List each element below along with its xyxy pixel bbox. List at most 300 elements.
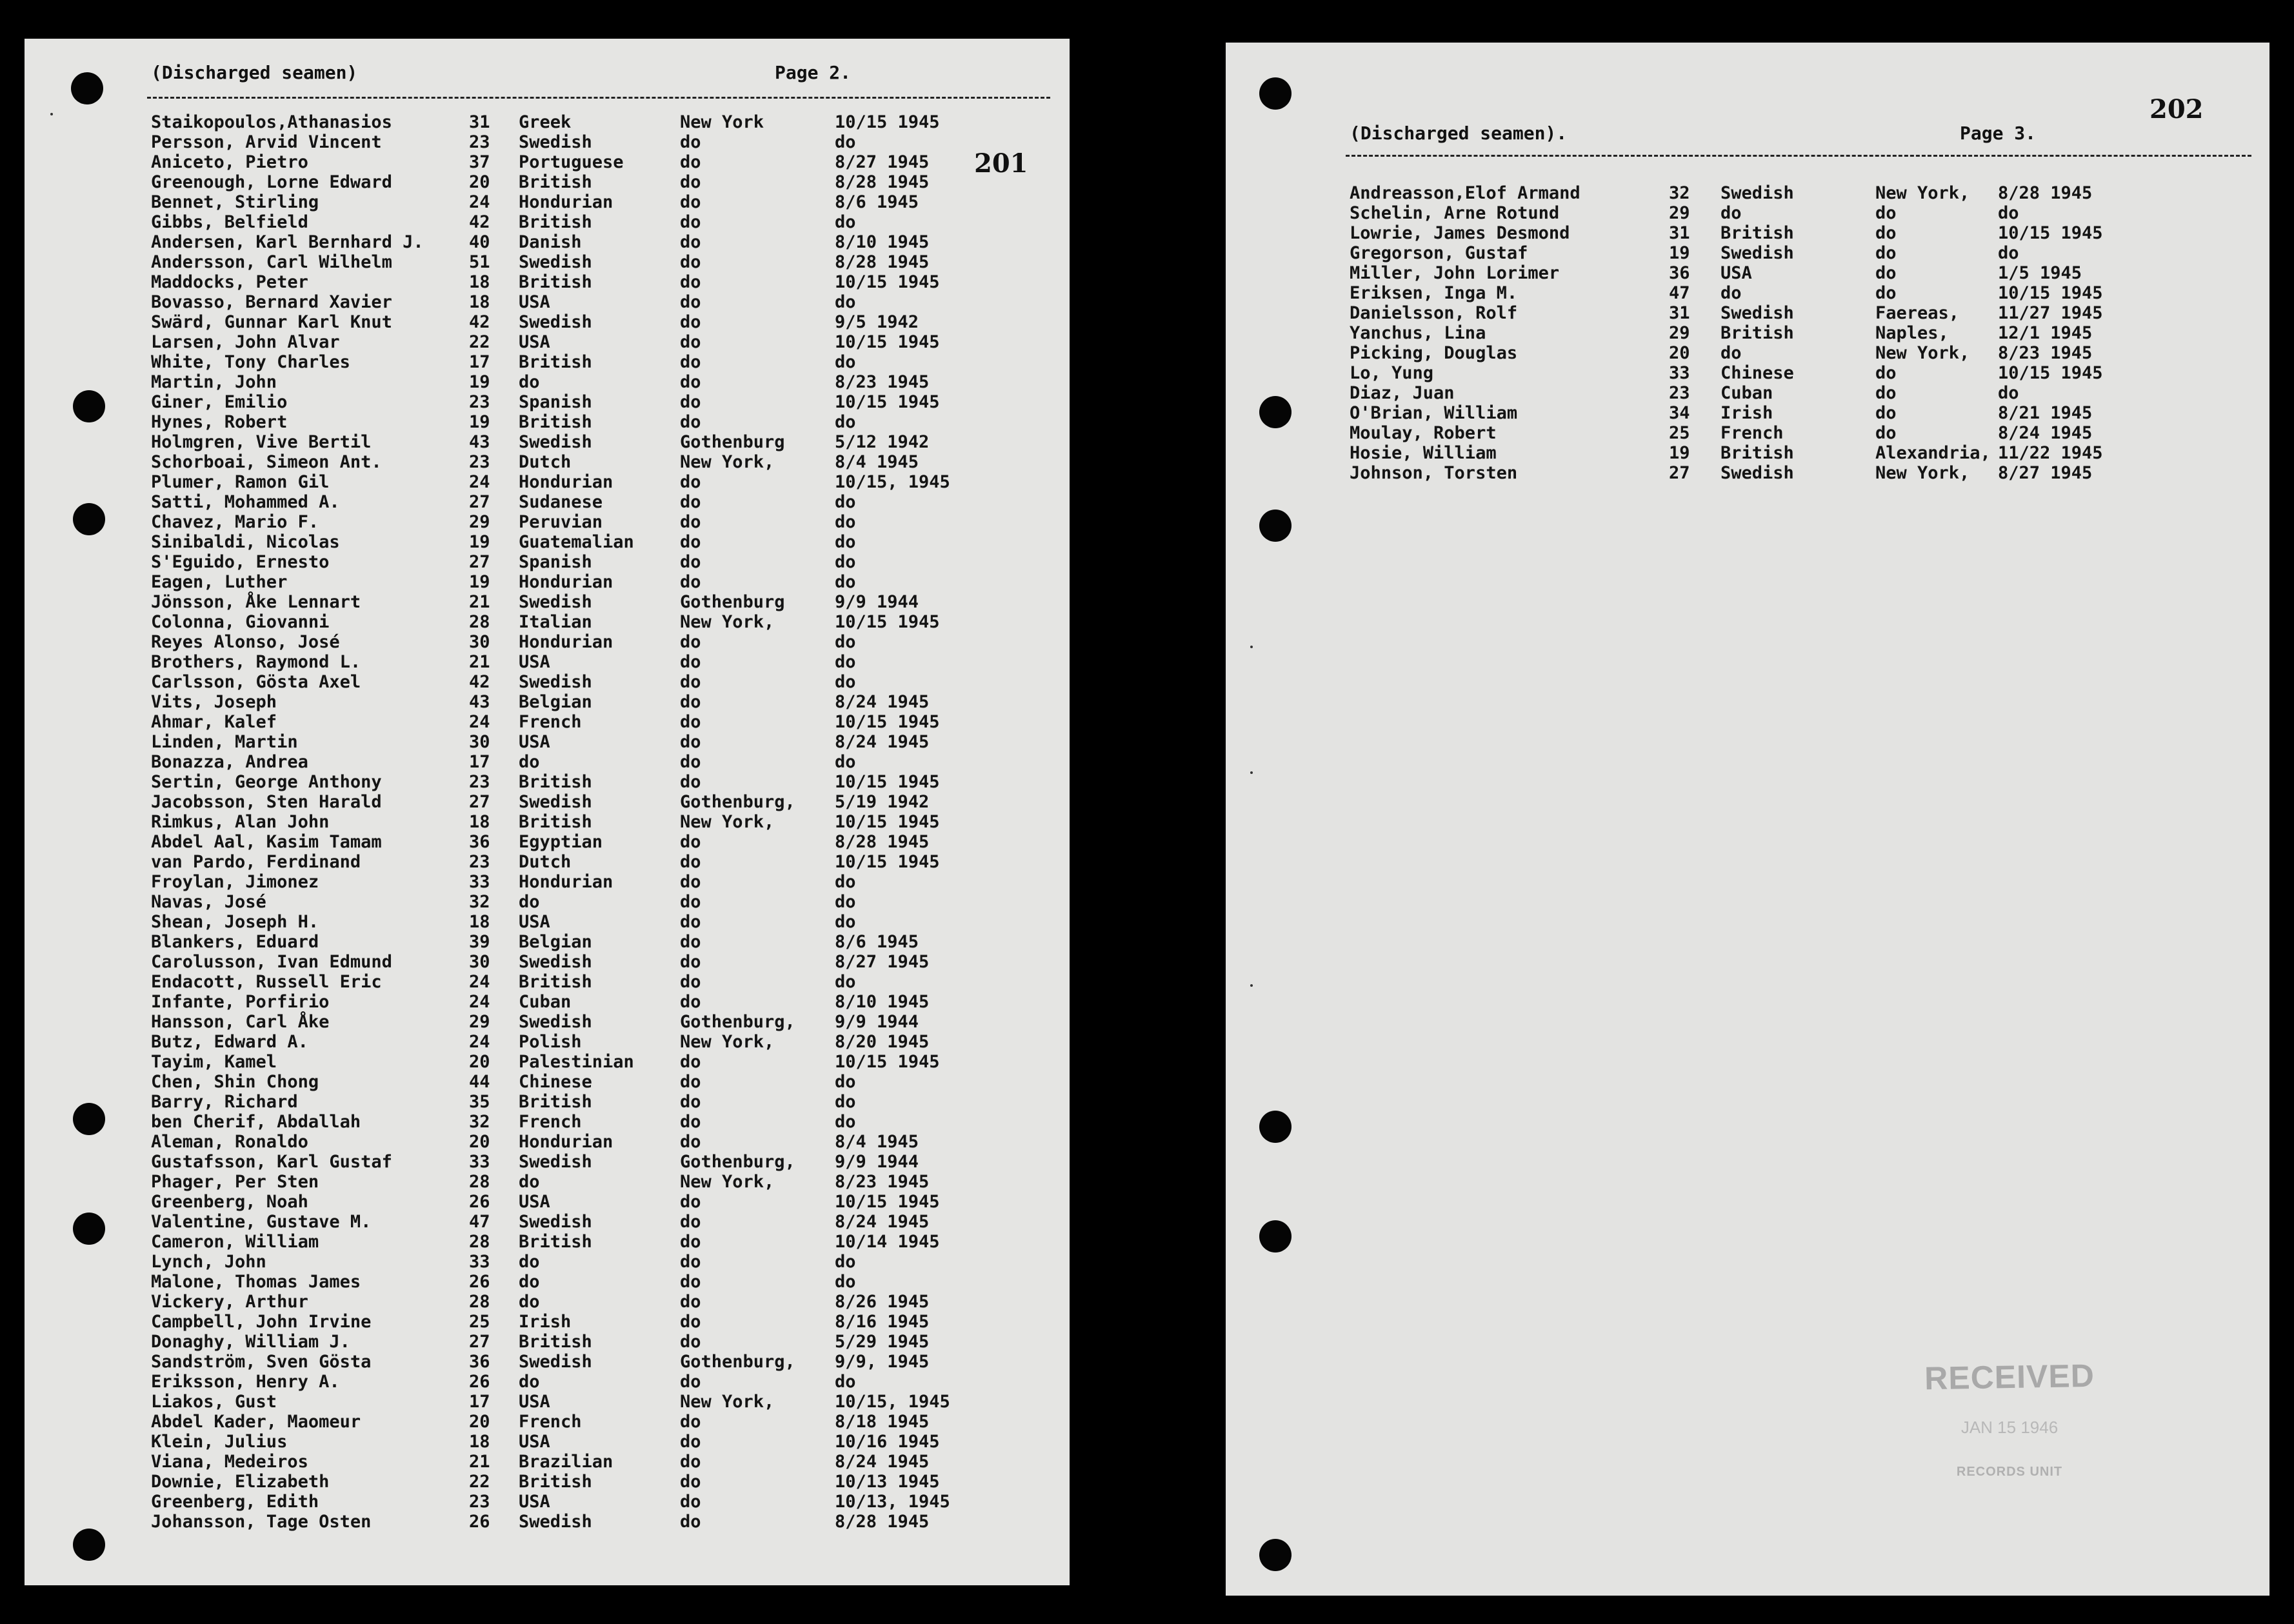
seaman-age: 21 <box>469 592 490 612</box>
seaman-age: 29 <box>1669 323 1690 343</box>
discharge-port: do <box>1875 203 1897 223</box>
seaman-nationality: Greek <box>519 112 572 132</box>
punch-hole <box>73 1213 105 1245</box>
seaman-nationality: British <box>519 1472 592 1492</box>
seaman-nationality: Cuban <box>519 992 572 1012</box>
discharge-date: 9/9 1944 <box>835 592 919 612</box>
list-item <box>151 432 990 452</box>
discharge-port: do <box>680 1192 701 1212</box>
seamen-list <box>151 112 990 1532</box>
list-item <box>151 672 990 692</box>
seaman-name: Holmgren, Vive Bertil <box>151 432 372 452</box>
list-item <box>1350 423 2227 443</box>
punch-hole <box>1259 396 1292 428</box>
discharge-port: do <box>680 1312 701 1332</box>
discharge-date: do <box>835 412 856 432</box>
seaman-nationality: Danish <box>519 232 582 252</box>
discharge-port: do <box>680 412 701 432</box>
discharge-date: 10/14 1945 <box>835 1232 940 1252</box>
discharge-port: do <box>680 172 701 192</box>
punch-hole <box>1259 510 1292 542</box>
list-item <box>151 1392 990 1412</box>
seaman-name: Viana, Medeiros <box>151 1452 308 1472</box>
discharge-port: do <box>680 1252 701 1272</box>
discharge-date: 10/15 1945 <box>1998 283 2103 303</box>
seaman-nationality: British <box>519 1232 592 1252</box>
seaman-name: Tayim, Kamel <box>151 1052 277 1072</box>
list-item <box>151 312 990 332</box>
seaman-name: S'Eguido, Ernesto <box>151 552 330 572</box>
list-item <box>151 692 990 712</box>
discharge-date: 10/15 1945 <box>835 112 940 132</box>
seaman-age: 23 <box>469 452 490 472</box>
discharge-port: do <box>680 332 701 352</box>
seaman-nationality: do <box>519 1252 540 1272</box>
discharge-date: do <box>835 1252 856 1272</box>
discharge-port: do <box>680 472 701 492</box>
seaman-nationality: Hondurian <box>519 1132 613 1152</box>
list-item <box>151 1372 990 1392</box>
list-item <box>151 1292 990 1312</box>
seaman-name: Miller, John Lorimer <box>1350 263 1560 283</box>
list-item <box>151 712 990 732</box>
list-item <box>1350 463 2227 483</box>
seaman-age: 18 <box>469 272 490 292</box>
list-item <box>151 792 990 812</box>
seaman-name: Gibbs, Belfield <box>151 212 308 232</box>
seaman-name: Abdel Kader, Maomeur <box>151 1412 361 1432</box>
seaman-name: Hynes, Robert <box>151 412 288 432</box>
seaman-name: Eriksen, Inga M. <box>1350 283 1518 303</box>
discharge-port: do <box>1875 263 1897 283</box>
list-item <box>151 1512 990 1532</box>
list-item <box>151 972 990 992</box>
seaman-age: 27 <box>469 792 490 812</box>
list-item <box>151 772 990 792</box>
discharge-date: 8/28 1945 <box>835 1512 930 1532</box>
seaman-age: 24 <box>469 992 490 1012</box>
seaman-age: 47 <box>1669 283 1690 303</box>
list-item <box>151 492 990 512</box>
seaman-age: 36 <box>469 832 490 852</box>
seaman-age: 27 <box>469 552 490 572</box>
received-stamp <box>1903 1358 2116 1480</box>
discharge-date: 10/15 1945 <box>1998 223 2103 243</box>
discharge-port: do <box>680 1412 701 1432</box>
seaman-name: O'Brian, William <box>1350 403 1518 423</box>
discharge-date: do <box>835 872 856 892</box>
discharge-date: 10/16 1945 <box>835 1432 940 1452</box>
seaman-age: 42 <box>469 312 490 332</box>
seaman-nationality: USA <box>519 1432 550 1452</box>
discharge-date: 8/28 1945 <box>835 832 930 852</box>
seaman-age: 31 <box>1669 223 1690 243</box>
seaman-name: Picking, Douglas <box>1350 343 1518 363</box>
list-item <box>151 592 990 612</box>
seaman-age: 31 <box>1669 303 1690 323</box>
seaman-nationality: Irish <box>519 1312 572 1332</box>
seaman-age: 23 <box>469 1492 490 1512</box>
discharge-port: do <box>680 1472 701 1492</box>
seaman-nationality: British <box>519 772 592 792</box>
discharge-port: do <box>680 892 701 912</box>
seaman-nationality: Belgian <box>519 932 592 952</box>
discharge-date: 8/28 1945 <box>1998 183 2093 203</box>
seaman-nationality: Swedish <box>1720 183 1794 203</box>
seaman-nationality: Spanish <box>519 392 592 412</box>
seaman-age: 26 <box>469 1372 490 1392</box>
discharge-port: New York <box>680 112 764 132</box>
discharge-date: 10/15 1945 <box>835 1052 940 1072</box>
seaman-name: Gustafsson, Karl Gustaf <box>151 1152 392 1172</box>
seaman-nationality: USA <box>519 912 550 932</box>
discharge-date: 8/16 1945 <box>835 1312 930 1332</box>
seaman-name: Sinibaldi, Nicolas <box>151 532 340 552</box>
list-item <box>151 272 990 292</box>
seaman-age: 17 <box>469 752 490 772</box>
discharge-date: 10/15 1945 <box>835 272 940 292</box>
list-item <box>151 332 990 352</box>
discharge-date: do <box>835 912 856 932</box>
discharge-port: do <box>680 652 701 672</box>
stamp-unit: RECORDS UNIT <box>1956 1465 2063 1479</box>
seaman-name: Butz, Edward A. <box>151 1032 308 1052</box>
list-item <box>1350 283 2227 303</box>
list-item <box>151 1092 990 1112</box>
seaman-nationality: Swedish <box>519 1012 592 1032</box>
discharge-port: do <box>680 232 701 252</box>
discharge-date: do <box>1998 243 2019 263</box>
seaman-nationality: USA <box>519 652 550 672</box>
seaman-name: Eagen, Luther <box>151 572 288 592</box>
seaman-age: 19 <box>1669 243 1690 263</box>
discharge-port: do <box>680 1272 701 1292</box>
seaman-nationality: Hondurian <box>519 472 613 492</box>
list-item <box>151 1432 990 1452</box>
seaman-name: Sertin, George Anthony <box>151 772 382 792</box>
list-item <box>151 1212 990 1232</box>
seaman-nationality: Egyptian <box>519 832 603 852</box>
seaman-name: Endacott, Russell Eric <box>151 972 382 992</box>
seaman-nationality: Hondurian <box>519 572 613 592</box>
seaman-name: Navas, José <box>151 892 266 912</box>
seaman-nationality: USA <box>519 1392 550 1412</box>
punch-hole <box>73 390 105 422</box>
discharge-date: do <box>835 752 856 772</box>
seaman-name: Johnson, Torsten <box>1350 463 1518 483</box>
seaman-age: 28 <box>469 1172 490 1192</box>
discharge-port: New York, <box>680 452 775 472</box>
seaman-name: Blankers, Eduard <box>151 932 319 952</box>
seaman-nationality: Hondurian <box>519 192 613 212</box>
seaman-nationality: British <box>519 352 592 372</box>
seaman-nationality: French <box>1720 423 1784 443</box>
list-item <box>151 852 990 872</box>
seaman-name: Diaz, Juan <box>1350 383 1455 403</box>
seaman-nationality: Irish <box>1720 403 1773 423</box>
seaman-name: Aniceto, Pietro <box>151 152 308 172</box>
seaman-name: Greenberg, Noah <box>151 1192 308 1212</box>
seaman-name: Carolusson, Ivan Edmund <box>151 952 392 972</box>
discharge-port: do <box>680 192 701 212</box>
discharge-date: 8/4 1945 <box>835 452 919 472</box>
margin-mark <box>50 113 53 115</box>
list-item <box>1350 303 2227 323</box>
seaman-nationality: Portuguese <box>519 152 624 172</box>
discharge-port: do <box>1875 403 1897 423</box>
seaman-name: White, Tony Charles <box>151 352 350 372</box>
discharge-port: Alexandria, <box>1875 443 1991 463</box>
seaman-name: Greenough, Lorne Edward <box>151 172 392 192</box>
discharge-date: 8/21 1945 <box>1998 403 2093 423</box>
discharge-date: 10/15, 1945 <box>835 472 950 492</box>
discharge-port: New York, <box>680 1032 775 1052</box>
discharge-port: do <box>680 1052 701 1072</box>
seaman-name: Cameron, William <box>151 1232 319 1252</box>
seaman-age: 21 <box>469 1452 490 1472</box>
discharge-port: Gothenburg <box>680 592 785 612</box>
seaman-age: 19 <box>469 572 490 592</box>
seaman-name: Rimkus, Alan John <box>151 812 330 832</box>
list-item <box>151 452 990 472</box>
discharge-port: do <box>680 752 701 772</box>
discharge-date: 10/15 1945 <box>835 852 940 872</box>
punch-hole <box>73 1103 105 1135</box>
header-divider <box>147 97 1050 99</box>
discharge-date: 11/22 1945 <box>1998 443 2103 463</box>
discharge-port: do <box>680 912 701 932</box>
discharge-port: do <box>680 372 701 392</box>
seaman-name: Schelin, Arne Rotund <box>1350 203 1560 223</box>
discharge-date: do <box>835 292 856 312</box>
seaman-nationality: Cuban <box>1720 383 1773 403</box>
discharge-date: do <box>835 492 856 512</box>
seaman-age: 29 <box>1669 203 1690 223</box>
discharge-date: 5/12 1942 <box>835 432 930 452</box>
discharge-date: 10/15 1945 <box>835 812 940 832</box>
discharge-port: Faereas, <box>1875 303 1960 323</box>
seaman-nationality: Brazilian <box>519 1452 613 1472</box>
discharge-date: 8/18 1945 <box>835 1412 930 1432</box>
discharge-date: 8/24 1945 <box>835 1212 930 1232</box>
seaman-age: 30 <box>469 732 490 752</box>
seaman-age: 31 <box>469 112 490 132</box>
discharge-date: 10/15 1945 <box>835 392 940 412</box>
seaman-nationality: USA <box>519 332 550 352</box>
seaman-name: Froylan, Jimonez <box>151 872 319 892</box>
seaman-age: 30 <box>469 632 490 652</box>
seaman-age: 35 <box>469 1092 490 1112</box>
seaman-nationality: Italian <box>519 612 592 632</box>
seaman-nationality: Spanish <box>519 552 592 572</box>
seaman-name: Hansson, Carl Åke <box>151 1012 330 1032</box>
discharge-port: do <box>680 492 701 512</box>
discharge-date: 10/13, 1945 <box>835 1492 950 1512</box>
seaman-age: 28 <box>469 1232 490 1252</box>
seaman-name: Downie, Elizabeth <box>151 1472 330 1492</box>
list-item <box>151 292 990 312</box>
discharge-port: do <box>680 532 701 552</box>
seaman-age: 33 <box>1669 363 1690 383</box>
seaman-nationality: Guatemalian <box>519 532 634 552</box>
seaman-age: 27 <box>469 1332 490 1352</box>
list-item <box>151 732 990 752</box>
list-item <box>151 212 990 232</box>
discharge-date: 10/15 1945 <box>835 772 940 792</box>
seaman-age: 25 <box>1669 423 1690 443</box>
seaman-age: 26 <box>469 1512 490 1532</box>
discharge-port: do <box>680 732 701 752</box>
discharge-date: do <box>835 512 856 532</box>
seaman-age: 20 <box>1669 343 1690 363</box>
seaman-nationality: Swedish <box>519 672 592 692</box>
seaman-nationality: French <box>519 1112 582 1132</box>
seaman-name: Abdel Aal, Kasim Tamam <box>151 832 382 852</box>
list-item <box>151 552 990 572</box>
discharge-port: do <box>680 1072 701 1092</box>
list-item <box>151 512 990 532</box>
discharge-port: New York, <box>680 812 775 832</box>
page-header-title: (Discharged seamen) <box>151 62 358 83</box>
discharge-date: 10/15 1945 <box>835 332 940 352</box>
discharge-port: do <box>680 352 701 372</box>
list-item <box>151 1452 990 1472</box>
discharge-port: do <box>680 1372 701 1392</box>
seaman-name: Reyes Alonso, José <box>151 632 340 652</box>
seaman-age: 32 <box>469 892 490 912</box>
list-item <box>1350 183 2227 203</box>
discharge-date: do <box>835 132 856 152</box>
list-item <box>151 132 990 152</box>
seamen-list <box>1350 183 2227 483</box>
discharge-date: do <box>1998 383 2019 403</box>
seaman-nationality: Swedish <box>1720 463 1794 483</box>
seaman-age: 23 <box>469 132 490 152</box>
discharge-date: 8/4 1945 <box>835 1132 919 1152</box>
list-item <box>151 572 990 592</box>
discharge-port: do <box>680 1512 701 1532</box>
seaman-name: van Pardo, Ferdinand <box>151 852 361 872</box>
discharge-port: do <box>680 1112 701 1132</box>
discharge-date: 1/5 1945 <box>1998 263 2082 283</box>
seaman-nationality: Palestinian <box>519 1052 634 1072</box>
list-item <box>151 1112 990 1132</box>
margin-mark <box>1250 771 1253 774</box>
seaman-name: Moulay, Robert <box>1350 423 1497 443</box>
seaman-age: 32 <box>1669 183 1690 203</box>
punch-hole <box>71 72 103 104</box>
seaman-nationality: Swedish <box>519 1212 592 1232</box>
seaman-nationality: do <box>519 372 540 392</box>
seaman-name: Andersson, Carl Wilhelm <box>151 252 392 272</box>
discharge-port: do <box>680 1432 701 1452</box>
list-item <box>1350 403 2227 423</box>
seaman-age: 27 <box>469 492 490 512</box>
punch-hole <box>1259 1220 1292 1253</box>
list-item <box>151 252 990 272</box>
discharge-port: Gothenburg, <box>680 792 795 812</box>
seaman-age: 43 <box>469 432 490 452</box>
seaman-name: Larsen, John Alvar <box>151 332 340 352</box>
seaman-name: Vickery, Arthur <box>151 1292 308 1312</box>
seaman-name: Maddocks, Peter <box>151 272 308 292</box>
seaman-age: 42 <box>469 672 490 692</box>
discharge-port: do <box>680 552 701 572</box>
seaman-name: Giner, Emilio <box>151 392 288 412</box>
seaman-name: Brothers, Raymond L. <box>151 652 361 672</box>
list-item <box>151 892 990 912</box>
list-item <box>151 612 990 632</box>
seaman-age: 36 <box>1669 263 1690 283</box>
seaman-age: 40 <box>469 232 490 252</box>
discharge-port: do <box>680 292 701 312</box>
discharge-port: do <box>680 1492 701 1512</box>
list-item <box>151 1252 990 1272</box>
list-item <box>151 172 990 192</box>
seaman-nationality: British <box>1720 443 1794 463</box>
seaman-age: 36 <box>469 1352 490 1372</box>
seaman-age: 23 <box>1669 383 1690 403</box>
seaman-age: 26 <box>469 1192 490 1212</box>
list-item <box>1350 363 2227 383</box>
seaman-nationality: Hondurian <box>519 872 613 892</box>
seaman-name: Lynch, John <box>151 1252 266 1272</box>
discharge-port: New York, <box>1875 183 1970 203</box>
list-item <box>1350 203 2227 223</box>
seaman-age: 19 <box>469 372 490 392</box>
seaman-age: 17 <box>469 1392 490 1412</box>
list-item <box>151 1492 990 1512</box>
discharge-port: do <box>680 132 701 152</box>
discharge-date: 8/28 1945 <box>835 172 930 192</box>
discharge-port: do <box>680 832 701 852</box>
discharge-port: do <box>680 1092 701 1112</box>
list-item <box>151 992 990 1012</box>
seaman-nationality: do <box>519 1172 540 1192</box>
discharge-port: do <box>1875 243 1897 263</box>
seaman-nationality: USA <box>519 732 550 752</box>
seaman-name: Martin, John <box>151 372 277 392</box>
list-item <box>151 472 990 492</box>
discharge-port: do <box>680 632 701 652</box>
list-item <box>151 1012 990 1032</box>
seaman-name: Bennet, Stirling <box>151 192 319 212</box>
discharge-date: 12/1 1945 <box>1998 323 2093 343</box>
discharge-port: do <box>680 872 701 892</box>
discharge-date: 8/26 1945 <box>835 1292 930 1312</box>
discharge-date: 8/24 1945 <box>1998 423 2093 443</box>
seaman-age: 20 <box>469 172 490 192</box>
seaman-nationality: do <box>1720 283 1742 303</box>
folio-number: 201 <box>974 148 1028 179</box>
stamp-date: JAN 15 1946 <box>1960 1418 2059 1437</box>
discharge-date: 10/15 1945 <box>835 712 940 732</box>
margin-mark <box>1250 984 1253 987</box>
seaman-name: Donaghy, William J. <box>151 1332 350 1352</box>
list-item <box>151 832 990 852</box>
seaman-age: 29 <box>469 512 490 532</box>
seaman-nationality: Swedish <box>519 792 592 812</box>
document-page-right <box>1226 43 2269 1596</box>
list-item <box>151 1352 990 1372</box>
list-item <box>151 1312 990 1332</box>
discharge-port: do <box>680 1292 701 1312</box>
seaman-name: Jönsson, Åke Lennart <box>151 592 361 612</box>
seaman-nationality: French <box>519 1412 582 1432</box>
seaman-age: 44 <box>469 1072 490 1092</box>
seaman-name: Phager, Per Sten <box>151 1172 319 1192</box>
seaman-age: 28 <box>469 612 490 632</box>
